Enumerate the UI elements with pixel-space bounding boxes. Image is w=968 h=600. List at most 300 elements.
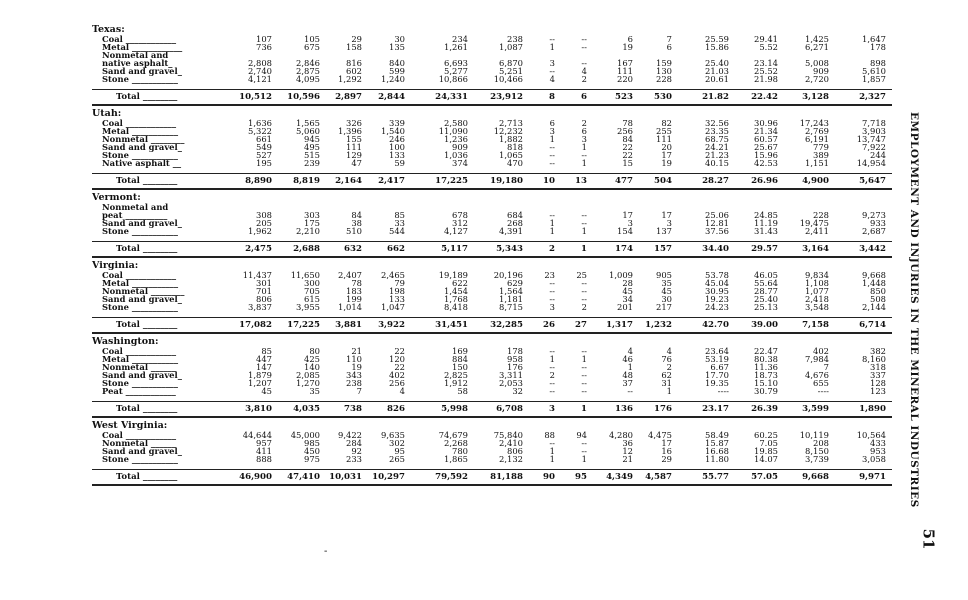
table-cell: 60.25 bbox=[754, 430, 778, 440]
table-cell: 19.35 bbox=[705, 378, 729, 388]
table-cell: 2,465 bbox=[381, 270, 405, 280]
row-label: peat __________ bbox=[102, 210, 168, 220]
table-cell: 21.03 bbox=[705, 66, 729, 76]
table-cell: 806 bbox=[507, 446, 523, 456]
table-cell: 133 bbox=[389, 150, 405, 160]
table-cell: 1 bbox=[581, 244, 587, 254]
table-cell: 17 bbox=[622, 210, 633, 220]
table-cell: 175 bbox=[304, 218, 320, 228]
table-cell: 318 bbox=[870, 362, 886, 372]
table-cell: 22 bbox=[394, 346, 405, 356]
table-cell: 21.23 bbox=[705, 150, 729, 160]
table-cell: 3,810 bbox=[245, 404, 272, 414]
table-cell: 3,128 bbox=[802, 92, 829, 102]
table-cell: 25.13 bbox=[754, 302, 778, 312]
table-cell: 110 bbox=[346, 354, 362, 364]
table-cell: 402 bbox=[389, 370, 405, 380]
table-cell: 1,236 bbox=[444, 134, 468, 144]
table-cell: 19 bbox=[622, 42, 633, 52]
table-cell: 9,273 bbox=[862, 210, 886, 220]
table-cell: 5,610 bbox=[862, 66, 886, 76]
table-cell: 5,647 bbox=[859, 176, 886, 186]
table-cell: 1,565 bbox=[296, 118, 320, 128]
table-cell: 11.19 bbox=[754, 218, 778, 228]
table-cell: 47 bbox=[351, 158, 362, 168]
state-section bbox=[92, 260, 892, 334]
table-cell: 2,687 bbox=[862, 226, 886, 236]
table-cell: 199 bbox=[346, 294, 362, 304]
table-cell: 169 bbox=[452, 346, 468, 356]
table-cell: 228 bbox=[813, 210, 829, 220]
table-cell: 985 bbox=[304, 438, 320, 448]
table-cell: 135 bbox=[389, 42, 405, 52]
table-cell: 3,837 bbox=[248, 302, 272, 312]
table-cell: 45,000 bbox=[290, 430, 320, 440]
table-cell: 495 bbox=[304, 142, 320, 152]
table-cell: 21.82 bbox=[702, 92, 729, 102]
table-cell: 12.81 bbox=[705, 218, 729, 228]
table-cell: -- bbox=[549, 294, 555, 304]
table-cell: 549 bbox=[256, 142, 272, 152]
table-cell: 157 bbox=[654, 244, 672, 254]
table-cell: 95 bbox=[394, 446, 405, 456]
table-cell: 661 bbox=[256, 134, 272, 144]
table-cell: 22.47 bbox=[754, 346, 778, 356]
table-cell: 233 bbox=[346, 454, 362, 464]
table-cell: 18.73 bbox=[754, 370, 778, 380]
table-cell: 4 bbox=[549, 74, 555, 84]
table-cell: -- bbox=[581, 446, 587, 456]
table-cell: 1,036 bbox=[444, 150, 468, 160]
table-cell: 2,769 bbox=[805, 126, 829, 136]
table-cell: 933 bbox=[870, 218, 886, 228]
table-cell: 10,866 bbox=[438, 74, 468, 84]
table-cell: 59 bbox=[394, 158, 405, 168]
table-cell: 1 bbox=[549, 454, 555, 464]
table-cell: 53.78 bbox=[705, 270, 729, 280]
table-cell: 1,540 bbox=[381, 126, 405, 136]
state-section bbox=[92, 336, 892, 418]
table-cell: 4,475 bbox=[648, 430, 672, 440]
table-cell: 826 bbox=[387, 404, 405, 414]
table-cell: 12 bbox=[622, 446, 633, 456]
table-cell: 23.17 bbox=[702, 404, 729, 414]
table-cell: 17,082 bbox=[239, 320, 272, 330]
table-cell: 909 bbox=[452, 142, 468, 152]
table-cell: -- bbox=[581, 34, 587, 44]
table-cell: 198 bbox=[389, 286, 405, 296]
state-name: Washington: bbox=[92, 336, 159, 347]
table-cell: 2,875 bbox=[296, 66, 320, 76]
table-cell: 24.85 bbox=[754, 210, 778, 220]
table-cell: 945 bbox=[304, 134, 320, 144]
row-label: Coal ____________ bbox=[102, 430, 177, 440]
table-cell: 3,058 bbox=[862, 454, 886, 464]
table-cell: 302 bbox=[389, 438, 405, 448]
row-label: Coal ____________ bbox=[102, 346, 177, 356]
table-cell: 78 bbox=[622, 118, 633, 128]
table-cell: 411 bbox=[256, 446, 272, 456]
table-cell: -- bbox=[581, 278, 587, 288]
table-cell: 1,865 bbox=[444, 454, 468, 464]
table-cell: 155 bbox=[346, 134, 362, 144]
table-cell: 5,322 bbox=[248, 126, 272, 136]
table-cell: 8,890 bbox=[245, 176, 272, 186]
table-cell: 3,955 bbox=[296, 302, 320, 312]
table-cell: 9,635 bbox=[381, 430, 405, 440]
table-cell: 111 bbox=[346, 142, 362, 152]
table-cell: 45 bbox=[622, 286, 633, 296]
table-cell: 19 bbox=[661, 158, 672, 168]
table-cell: 238 bbox=[507, 34, 523, 44]
row-label: Coal ____________ bbox=[102, 118, 177, 128]
table-cell: 675 bbox=[304, 42, 320, 52]
table-cell: -- bbox=[549, 210, 555, 220]
table-cell: -- bbox=[549, 150, 555, 160]
table-cell: 953 bbox=[870, 446, 886, 456]
table-cell: 5,117 bbox=[441, 244, 468, 254]
row-label: Nonmetal ______ bbox=[102, 438, 177, 448]
table-cell: 9,422 bbox=[338, 430, 362, 440]
table-cell: 22 bbox=[394, 362, 405, 372]
table-cell: 82 bbox=[661, 118, 672, 128]
table-cell: -- bbox=[549, 362, 555, 372]
table-cell: 629 bbox=[507, 278, 523, 288]
table-cell: 120 bbox=[389, 354, 405, 364]
table-cell: 25.52 bbox=[754, 66, 778, 76]
table-cell: 3,739 bbox=[805, 454, 829, 464]
table-cell: 1 bbox=[581, 142, 587, 152]
row-label: native asphalt_ bbox=[102, 58, 173, 68]
table-cell: 15 bbox=[622, 158, 633, 168]
table-cell: 45.04 bbox=[705, 278, 729, 288]
table-cell: 10,297 bbox=[372, 472, 405, 482]
table-cell: 92 bbox=[351, 446, 362, 456]
table-cell: 228 bbox=[656, 74, 672, 84]
table-cell: 234 bbox=[452, 34, 468, 44]
table-cell: -- bbox=[549, 346, 555, 356]
table-cell: 1,087 bbox=[499, 42, 523, 52]
table-cell: 8,418 bbox=[444, 302, 468, 312]
table-cell: 4,676 bbox=[805, 370, 829, 380]
table-cell: 4 bbox=[666, 346, 672, 356]
table-cell: 7,158 bbox=[802, 320, 829, 330]
table-cell: -- bbox=[581, 210, 587, 220]
table-cell: 2,053 bbox=[499, 378, 523, 388]
table-cell: 3,164 bbox=[802, 244, 829, 254]
table-cell: 10,512 bbox=[239, 92, 272, 102]
row-label: Stone ___________ bbox=[102, 226, 178, 236]
table-cell: -- bbox=[581, 362, 587, 372]
table-cell: 300 bbox=[304, 278, 320, 288]
table-cell: 1 bbox=[549, 446, 555, 456]
table-cell: 30.95 bbox=[705, 286, 729, 296]
table-cell: 2 bbox=[549, 244, 555, 254]
table-cell: 111 bbox=[656, 134, 672, 144]
table-cell: 2,720 bbox=[805, 74, 829, 84]
table-cell: 284 bbox=[346, 438, 362, 448]
table-cell: 15.96 bbox=[754, 150, 778, 160]
table-cell: 10,564 bbox=[856, 430, 886, 440]
row-label: Total ________ bbox=[116, 92, 178, 102]
table-cell: 14,954 bbox=[856, 158, 886, 168]
table-cell: 33 bbox=[394, 218, 405, 228]
table-cell: 622 bbox=[452, 278, 468, 288]
table-cell: 1,448 bbox=[862, 278, 886, 288]
table-cell: 39.00 bbox=[751, 320, 778, 330]
table-cell: 6,870 bbox=[499, 58, 523, 68]
table-cell: 217 bbox=[656, 302, 672, 312]
table-cell: 129 bbox=[346, 150, 362, 160]
table-cell: 4,391 bbox=[499, 226, 523, 236]
table-cell: 7,922 bbox=[862, 142, 886, 152]
table-cell: 7.05 bbox=[759, 438, 778, 448]
table-cell: 19 bbox=[351, 362, 362, 372]
table-cell: 5,998 bbox=[441, 404, 468, 414]
row-label: Nonmetal ________ bbox=[102, 286, 185, 296]
table-cell: -- bbox=[581, 218, 587, 228]
table-cell: 15.86 bbox=[705, 42, 729, 52]
total-row bbox=[92, 401, 892, 418]
row-label: Total ________ bbox=[116, 404, 178, 414]
table-cell: 34 bbox=[622, 294, 633, 304]
table-cell: 5,008 bbox=[805, 58, 829, 68]
state-name: West Virginia: bbox=[92, 420, 168, 431]
statistics-table bbox=[92, 24, 892, 488]
table-cell: 1,882 bbox=[499, 134, 523, 144]
table-cell: 19.23 bbox=[705, 294, 729, 304]
table-cell: 15.87 bbox=[705, 438, 729, 448]
table-cell: 909 bbox=[813, 66, 829, 76]
table-cell: 850 bbox=[870, 286, 886, 296]
table-cell: 53.19 bbox=[705, 354, 729, 364]
table-cell: 3,548 bbox=[805, 302, 829, 312]
table-cell: 2,132 bbox=[499, 454, 523, 464]
table-cell: 79 bbox=[394, 278, 405, 288]
table-cell: 1 bbox=[581, 404, 587, 414]
table-cell: 326 bbox=[346, 118, 362, 128]
row-label: Total ________ bbox=[116, 472, 178, 482]
table-cell: 1,564 bbox=[499, 286, 523, 296]
table-cell: 28 bbox=[622, 278, 633, 288]
table-cell: 60.57 bbox=[754, 134, 778, 144]
table-cell: 840 bbox=[389, 58, 405, 68]
table-cell: 1,207 bbox=[248, 378, 272, 388]
table-cell: 105 bbox=[304, 34, 320, 44]
table-cell: 45 bbox=[261, 386, 272, 396]
table-cell: 816 bbox=[346, 58, 362, 68]
total-row bbox=[92, 469, 892, 486]
table-cell: 339 bbox=[389, 118, 405, 128]
row-label: Metal ___________ bbox=[102, 126, 179, 136]
table-cell: 510 bbox=[346, 226, 362, 236]
table-cell: 662 bbox=[387, 244, 405, 254]
table-cell: 2,411 bbox=[805, 226, 829, 236]
table-cell: 5,060 bbox=[296, 126, 320, 136]
state-name: Virginia: bbox=[92, 260, 139, 271]
table-cell: 2,475 bbox=[245, 244, 272, 254]
table-cell: 6,708 bbox=[496, 404, 523, 414]
table-cell: 74,679 bbox=[438, 430, 468, 440]
table-cell: 1,425 bbox=[805, 34, 829, 44]
table-cell: 28.77 bbox=[754, 286, 778, 296]
table-cell: 26.96 bbox=[751, 176, 778, 186]
table-cell: -- bbox=[581, 386, 587, 396]
table-cell: -- bbox=[581, 346, 587, 356]
table-cell: 85 bbox=[261, 346, 272, 356]
table-cell: 779 bbox=[813, 142, 829, 152]
table-cell: 24.23 bbox=[705, 302, 729, 312]
table-cell: 5,251 bbox=[499, 66, 523, 76]
table-cell: 4,127 bbox=[444, 226, 468, 236]
table-cell: 10 bbox=[543, 176, 555, 186]
table-cell: -- bbox=[549, 142, 555, 152]
row-label: Sand and gravel_ bbox=[102, 66, 182, 76]
table-cell: 58.49 bbox=[705, 430, 729, 440]
table-cell: 2,144 bbox=[862, 302, 886, 312]
table-cell: 684 bbox=[507, 210, 523, 220]
table-cell: 80 bbox=[309, 346, 320, 356]
table-cell: 23.35 bbox=[705, 126, 729, 136]
table-cell: 31,451 bbox=[435, 320, 468, 330]
table-cell: 3,311 bbox=[499, 370, 523, 380]
table-cell: 176 bbox=[507, 362, 523, 372]
table-cell: 1,077 bbox=[805, 286, 829, 296]
table-cell: 42.53 bbox=[754, 158, 778, 168]
table-cell: ---- bbox=[817, 386, 829, 396]
table-cell: -- bbox=[549, 386, 555, 396]
table-cell: 3 bbox=[666, 218, 672, 228]
table-cell: 402 bbox=[813, 346, 829, 356]
table-cell: 14.07 bbox=[754, 454, 778, 464]
table-cell: 7 bbox=[666, 34, 672, 44]
table-cell: 8,160 bbox=[862, 354, 886, 364]
table-cell: 1 bbox=[581, 454, 587, 464]
table-cell: 2 bbox=[581, 74, 587, 84]
table-cell: 1 bbox=[581, 226, 587, 236]
table-cell: 10,031 bbox=[329, 472, 362, 482]
table-cell: 29 bbox=[661, 454, 672, 464]
row-label: Metal ___________ bbox=[102, 278, 179, 288]
table-cell: 29.57 bbox=[751, 244, 778, 254]
table-cell: 23 bbox=[544, 270, 555, 280]
table-cell: 780 bbox=[452, 446, 468, 456]
table-cell: 957 bbox=[256, 438, 272, 448]
table-cell: 374 bbox=[452, 158, 468, 168]
table-cell: 68.75 bbox=[705, 134, 729, 144]
table-cell: 25.59 bbox=[705, 34, 729, 44]
table-cell: 84 bbox=[622, 134, 633, 144]
table-cell: 47,410 bbox=[287, 472, 320, 482]
table-cell: 22.42 bbox=[751, 92, 778, 102]
table-cell: 2,740 bbox=[248, 66, 272, 76]
table-cell: 178 bbox=[507, 346, 523, 356]
state-name: Vermont: bbox=[92, 192, 141, 203]
table-cell: 244 bbox=[870, 150, 886, 160]
table-cell: 2 bbox=[549, 370, 555, 380]
table-cell: -- bbox=[581, 150, 587, 160]
table-cell: 256 bbox=[617, 126, 633, 136]
row-label: Sand and gravel_ bbox=[102, 446, 182, 456]
table-cell: 46,900 bbox=[239, 472, 272, 482]
row-label: Metal ____________ bbox=[102, 42, 183, 52]
table-cell: 447 bbox=[256, 354, 272, 364]
table-cell: 130 bbox=[656, 66, 672, 76]
table-cell: -- bbox=[549, 286, 555, 296]
table-row bbox=[92, 159, 892, 167]
table-cell: 45 bbox=[661, 286, 672, 296]
table-cell: 46 bbox=[622, 354, 633, 364]
table-cell: 239 bbox=[304, 158, 320, 168]
table-cell: 25.67 bbox=[754, 142, 778, 152]
table-cell: 806 bbox=[256, 294, 272, 304]
row-label: Metal ___________ bbox=[102, 354, 179, 364]
table-cell: 15.10 bbox=[754, 378, 778, 388]
table-cell: 28.27 bbox=[702, 176, 729, 186]
table-cell: 2 bbox=[666, 362, 672, 372]
table-cell: 34.40 bbox=[702, 244, 729, 254]
total-row bbox=[92, 241, 892, 258]
table-cell: 602 bbox=[346, 66, 362, 76]
table-cell: 3 bbox=[581, 134, 587, 144]
row-label: Coal ____________ bbox=[102, 34, 177, 44]
table-cell: 40.15 bbox=[705, 158, 729, 168]
table-cell: 4 bbox=[627, 346, 633, 356]
table-cell: 17 bbox=[661, 150, 672, 160]
table-cell: 195 bbox=[256, 158, 272, 168]
table-cell: 1,912 bbox=[444, 378, 468, 388]
table-cell: 21 bbox=[351, 346, 362, 356]
table-cell: 31 bbox=[661, 378, 672, 388]
table-cell: 35 bbox=[309, 386, 320, 396]
table-cell: 3,922 bbox=[378, 320, 405, 330]
table-cell: 1,647 bbox=[862, 34, 886, 44]
row-label: Nonmetal ______ bbox=[102, 362, 177, 372]
table-cell: 3,903 bbox=[862, 126, 886, 136]
table-cell: 95 bbox=[575, 472, 587, 482]
table-cell: 1,454 bbox=[444, 286, 468, 296]
table-cell: 19,189 bbox=[438, 270, 468, 280]
table-cell: 4,900 bbox=[802, 176, 829, 186]
table-cell: 25.40 bbox=[754, 294, 778, 304]
table-cell: 16 bbox=[661, 446, 672, 456]
table-cell: 48 bbox=[622, 370, 633, 380]
table-cell: 1,317 bbox=[606, 320, 633, 330]
table-row bbox=[92, 75, 892, 83]
table-cell: 2,417 bbox=[378, 176, 405, 186]
table-cell: 9,668 bbox=[802, 472, 829, 482]
table-cell: 4,035 bbox=[293, 404, 320, 414]
table-cell: 20,196 bbox=[493, 270, 523, 280]
row-label: Total ________ bbox=[116, 244, 178, 254]
table-cell: 55.64 bbox=[754, 278, 778, 288]
table-cell: 147 bbox=[256, 362, 272, 372]
table-cell: 2,268 bbox=[444, 438, 468, 448]
table-cell: 303 bbox=[304, 210, 320, 220]
table-cell: 55.77 bbox=[702, 472, 729, 482]
table-cell: 2,580 bbox=[444, 118, 468, 128]
table-cell: 2,410 bbox=[499, 438, 523, 448]
table-cell: 632 bbox=[344, 244, 362, 254]
table-cell: 6 bbox=[581, 126, 587, 136]
table-cell: 389 bbox=[813, 150, 829, 160]
table-cell: 705 bbox=[304, 286, 320, 296]
table-cell: 154 bbox=[617, 226, 633, 236]
table-cell: 7,718 bbox=[862, 118, 886, 128]
table-cell: 36 bbox=[622, 438, 633, 448]
table-cell: -- bbox=[581, 58, 587, 68]
row-label: Peat ____________ bbox=[102, 386, 176, 396]
